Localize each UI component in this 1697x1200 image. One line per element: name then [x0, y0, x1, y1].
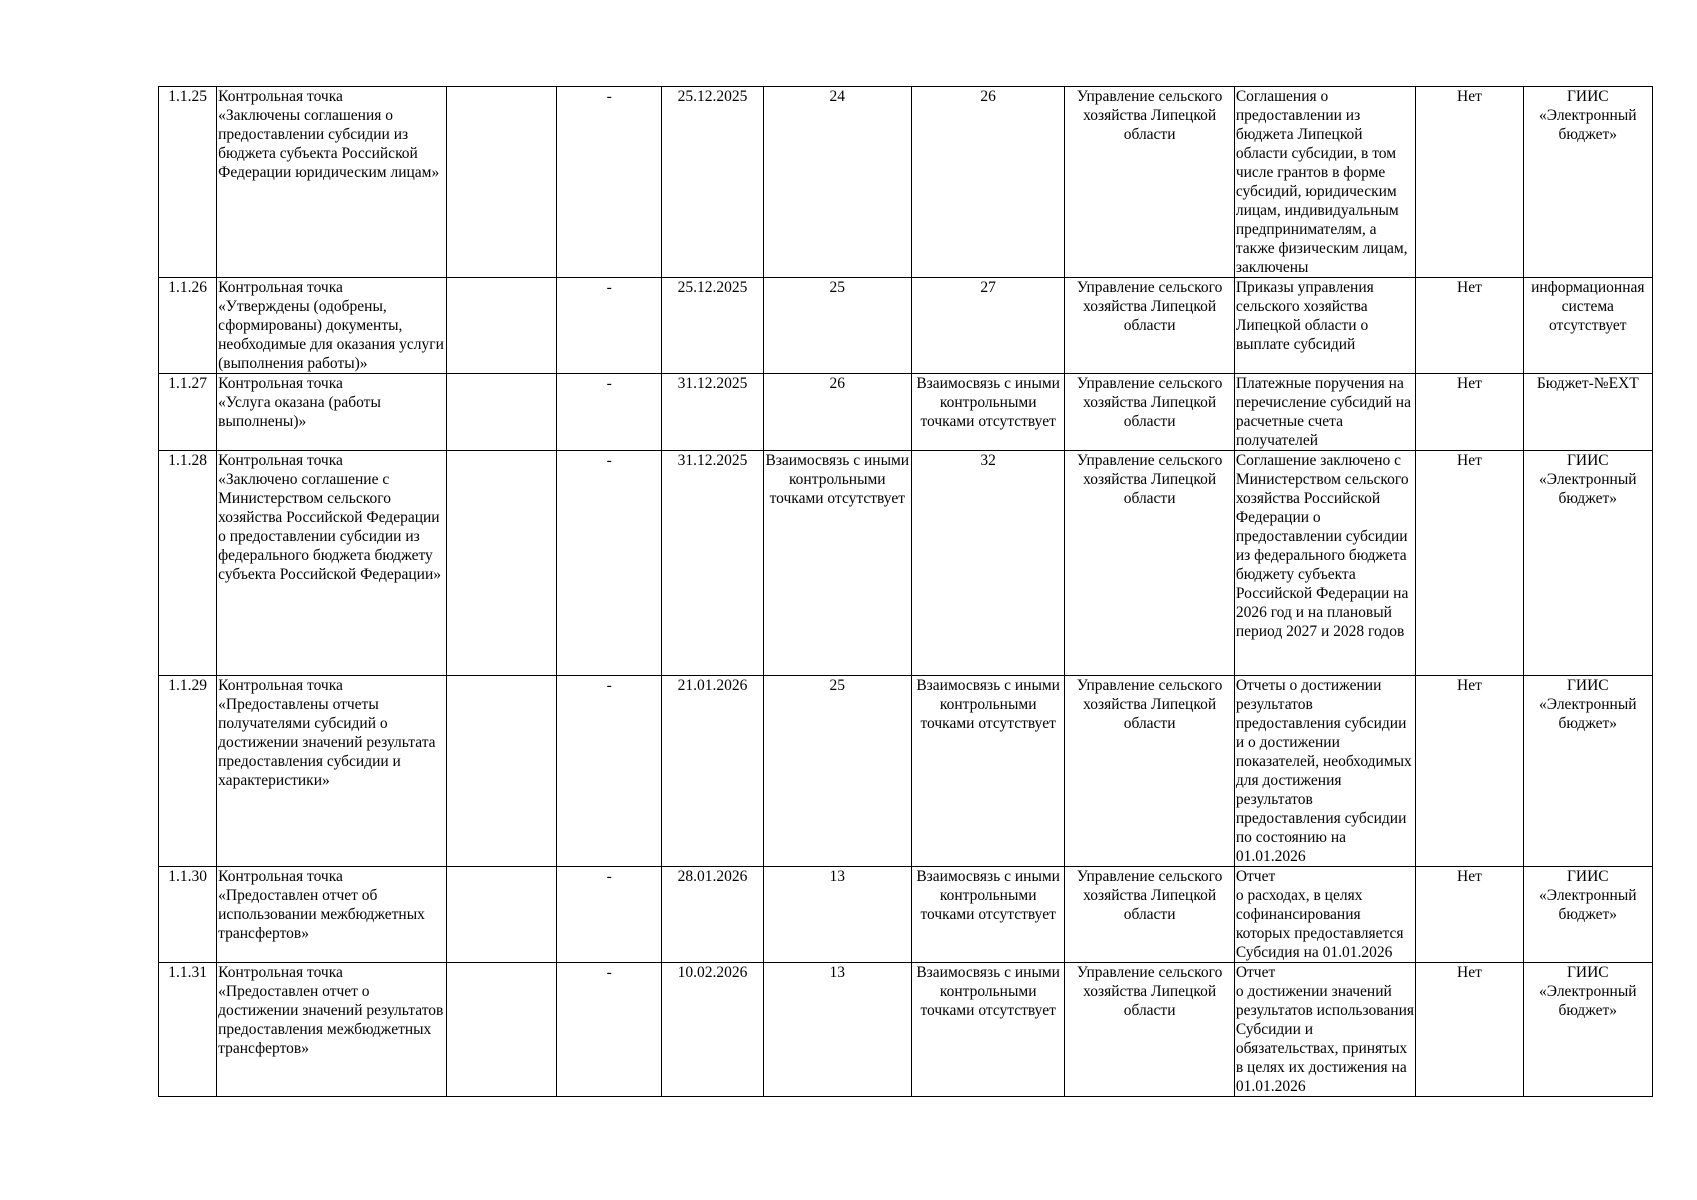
- table-body: [159, 87, 1653, 1097]
- cell-information-system: ГИИС «Электронный бюджет»: [1523, 867, 1652, 963]
- cell-number: 1.1.31: [159, 963, 217, 1097]
- cell-number: 1.1.27: [159, 374, 217, 451]
- cell-flag: Нет: [1416, 676, 1523, 867]
- cell-information-system: ГИИС «Электронный бюджет»: [1523, 963, 1652, 1097]
- cell-date: 31.12.2025: [662, 451, 763, 676]
- cell-information-system: Бюджет-№EXT: [1523, 374, 1652, 451]
- cell-predecessor: 13: [763, 963, 911, 1097]
- cell-control-point-name: Контрольная точка «Предоставлен отчет о достижении значений результатов предоставления межбюджетных трансфертов»: [217, 963, 447, 1097]
- cell-document: Отчеты о достижении результатов предоставления субсидии и о достижении показателей, необходимых для достижения результатов предоставления субсидии по состоянию на 01.01.2026: [1234, 676, 1415, 867]
- table-row: [159, 676, 1653, 867]
- cell-flag: Нет: [1416, 451, 1523, 676]
- cell-predecessor: 25: [763, 278, 911, 374]
- cell-control-point-name: Контрольная точка «Заключены соглашения о предоставлении субсидии из бюджета субъекта Российской Федерации юридическим лицам»: [217, 87, 447, 278]
- table-row: [159, 963, 1653, 1097]
- cell-responsible: Управление сельского хозяйства Липецкой области: [1065, 963, 1234, 1097]
- cell-successor: 32: [911, 451, 1064, 676]
- cell-number: 1.1.30: [159, 867, 217, 963]
- cell-responsible: Управление сельского хозяйства Липецкой области: [1065, 676, 1234, 867]
- cell-empty: [446, 451, 556, 676]
- cell-document: Соглашения о предоставлении из бюджета Липецкой области субсидии, в том числе грантов в форме субсидий, юридическим лицам, индивидуальным предпринимателям, а также физическим лицам, заключены: [1234, 87, 1415, 278]
- cell-control-point-name: Контрольная точка «Предоставлены отчеты получателями субсидий о достижении значений результата предоставления субсидии и характеристики»: [217, 676, 447, 867]
- cell-predecessor: 26: [763, 374, 911, 451]
- cell-control-point-name: Контрольная точка «Услуга оказана (работы выполнены)»: [217, 374, 447, 451]
- cell-predecessor: 13: [763, 867, 911, 963]
- cell-flag: Нет: [1416, 87, 1523, 278]
- table-row: [159, 374, 1653, 451]
- cell-successor: Взаимосвязь с иными контрольными точками отсутствует: [911, 867, 1064, 963]
- cell-control-point-name: Контрольная точка «Утверждены (одобрены, сформированы) документы, необходимые для оказания услуги (выполнения работы)»: [217, 278, 447, 374]
- cell-empty: [446, 867, 556, 963]
- cell-number: 1.1.25: [159, 87, 217, 278]
- cell-control-point-name: Контрольная точка «Заключено соглашение с Министерством сельского хозяйства Российской Федерации о предоставлении субсидии из федерального бюджета бюджету субъекта Российской Федерации»: [217, 451, 447, 676]
- cell-document: Приказы управления сельского хозяйства Липецкой области о выплате субсидий: [1234, 278, 1415, 374]
- cell-number: 1.1.29: [159, 676, 217, 867]
- cell-flag: Нет: [1416, 963, 1523, 1097]
- cell-flag: Нет: [1416, 278, 1523, 374]
- cell-empty: [446, 278, 556, 374]
- cell-information-system: ГИИС «Электронный бюджет»: [1523, 87, 1652, 278]
- cell-date: 28.01.2026: [662, 867, 763, 963]
- table-row: [159, 451, 1653, 676]
- table-row: [159, 87, 1653, 278]
- cell-dash: -: [557, 867, 662, 963]
- cell-successor: 26: [911, 87, 1064, 278]
- cell-predecessor: 24: [763, 87, 911, 278]
- cell-empty: [446, 374, 556, 451]
- table-row: [159, 278, 1653, 374]
- cell-information-system: ГИИС «Электронный бюджет»: [1523, 451, 1652, 676]
- cell-successor: Взаимосвязь с иными контрольными точками отсутствует: [911, 374, 1064, 451]
- cell-dash: -: [557, 451, 662, 676]
- cell-date: 10.02.2026: [662, 963, 763, 1097]
- cell-information-system: информационная система отсутствует: [1523, 278, 1652, 374]
- cell-document: Отчет о достижении значений результатов использования Субсидии и обязательствах, принятых в целях их достижения на 01.01.2026: [1235, 964, 1414, 1095]
- cell-predecessor: 25: [763, 676, 911, 867]
- cell-control-point-name: Контрольная точка «Предоставлен отчет об использовании межбюджетных трансфертов»: [217, 867, 447, 963]
- cell-dash: -: [557, 278, 662, 374]
- cell-successor: 27: [911, 278, 1064, 374]
- cell-flag: Нет: [1416, 374, 1523, 451]
- cell-document: Отчет о расходах, в целях софинансирования которых предоставляется Субсидия на 01.01.2026: [1234, 867, 1415, 963]
- cell-empty: [446, 676, 556, 867]
- cell-successor: Взаимосвязь с иными контрольными точками отсутствует: [911, 963, 1064, 1097]
- cell-responsible: Управление сельского хозяйства Липецкой области: [1065, 374, 1234, 451]
- cell-responsible: Управление сельского хозяйства Липецкой области: [1065, 451, 1234, 676]
- cell-empty: [446, 87, 556, 278]
- cell-date: 21.01.2026: [662, 676, 763, 867]
- cell-number: 1.1.28: [159, 451, 217, 676]
- cell-flag: Нет: [1416, 867, 1523, 963]
- control-points-table: [158, 86, 1653, 1097]
- cell-date: 31.12.2025: [662, 374, 763, 451]
- table-row: [159, 867, 1653, 963]
- cell-empty: [446, 963, 556, 1097]
- cell-responsible: Управление сельского хозяйства Липецкой области: [1065, 867, 1234, 963]
- cell-predecessor: Взаимосвязь с иными контрольными точками отсутствует: [763, 451, 911, 676]
- cell-date: 25.12.2025: [662, 278, 763, 374]
- cell-date: 25.12.2025: [662, 87, 763, 278]
- cell-dash: -: [557, 963, 662, 1097]
- cell-dash: -: [557, 676, 662, 867]
- cell-document: Платежные поручения на перечисление субсидий на расчетные счета получателей: [1234, 374, 1415, 451]
- cell-responsible: Управление сельского хозяйства Липецкой области: [1065, 87, 1234, 278]
- cell-number: 1.1.26: [159, 278, 217, 374]
- cell-information-system: ГИИС «Электронный бюджет»: [1523, 676, 1652, 867]
- cell-dash: -: [557, 374, 662, 451]
- cell-dash: -: [557, 87, 662, 278]
- cell-successor: Взаимосвязь с иными контрольными точками отсутствует: [911, 676, 1064, 867]
- cell-responsible: Управление сельского хозяйства Липецкой области: [1065, 278, 1234, 374]
- cell-document: Соглашение заключено с Министерством сельского хозяйства Российской Федерации о предоставлении субсидии из федерального бюджета бюджету субъекта Российской Федерации на 2026 год и на плановый период 2027 и 2028 годов: [1234, 451, 1415, 676]
